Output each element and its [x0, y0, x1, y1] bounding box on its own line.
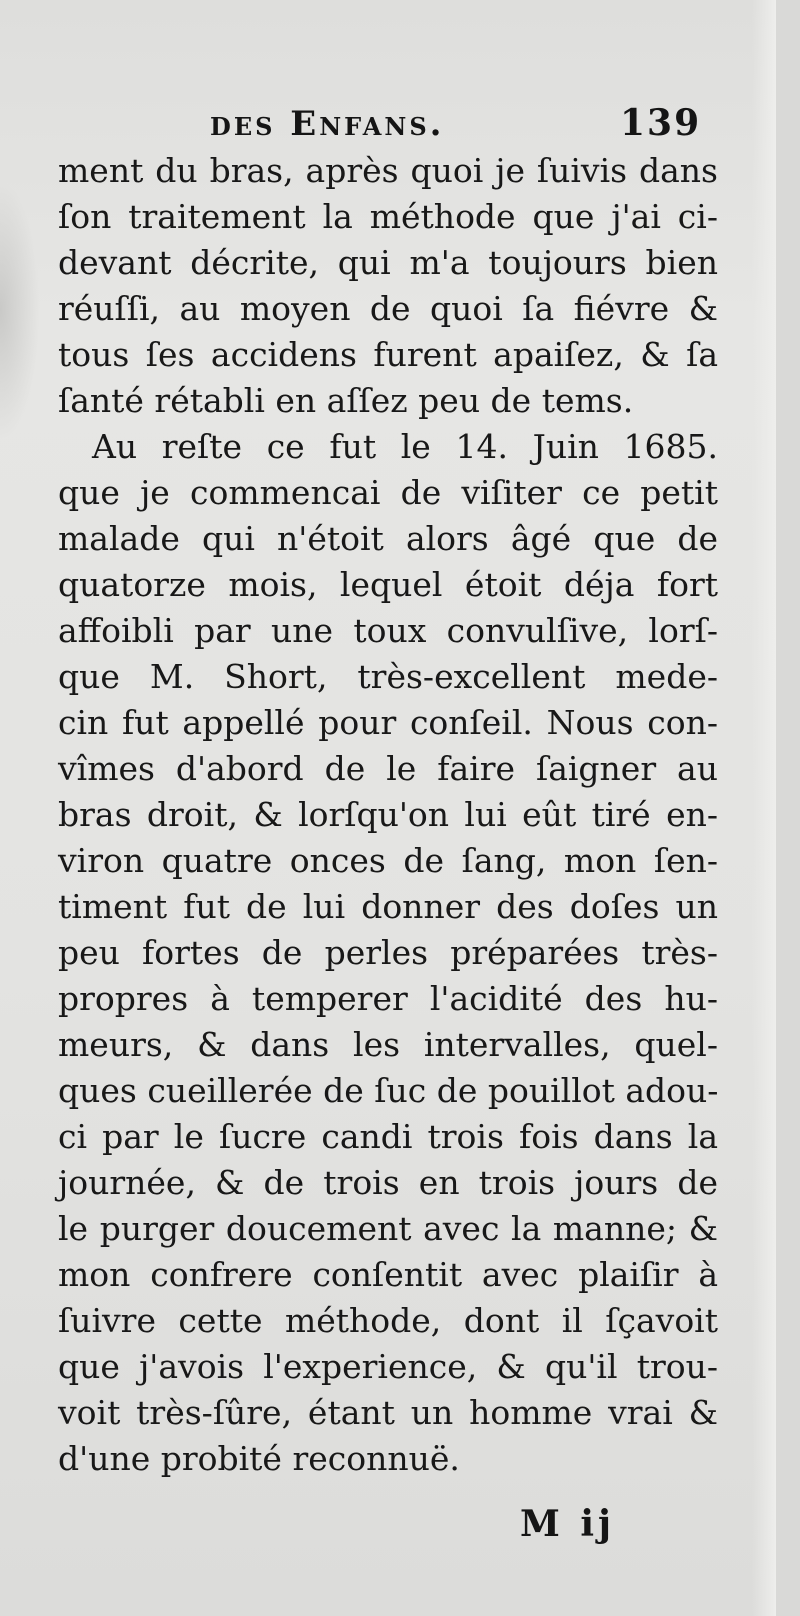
text-line: ment du bras, après quoi je ſuivis dans	[58, 151, 718, 190]
text-line: cin fut appellé pour conſeil. Nous con-	[58, 703, 718, 742]
paragraph-1	[58, 148, 718, 424]
text-line: que M. Short, très-excellent mede-	[58, 657, 718, 696]
text-line: peu fortes de perles préparées très-	[58, 933, 718, 972]
page-header	[0, 100, 776, 150]
text-line: Au reſte ce fut le 14. Juin 1685.	[92, 427, 718, 466]
paragraph-2	[58, 424, 718, 1482]
text-line: affoibli par une toux convulſive, lorſ-	[58, 611, 718, 650]
text-line: voit très-ſûre, étant un homme vrai &	[58, 1393, 718, 1432]
text-line: journée, & de trois en trois jours de	[58, 1163, 718, 1202]
text-line: mon confrere conſentit avec plaiſir à	[58, 1255, 718, 1294]
text-line: le purger doucement avec la manne; &	[58, 1209, 718, 1248]
body-text	[58, 148, 718, 1482]
text-line: que j'avois l'experience, & qu'il trou-	[58, 1347, 718, 1386]
paper-stain	[0, 180, 40, 440]
text-line: bras droit, & lorſqu'on lui eût tiré en-	[58, 795, 718, 834]
text-line: ci par le ſucre candi trois fois dans la	[58, 1117, 718, 1156]
text-line: ſanté rétabli en aſſez peu de tems.	[58, 381, 634, 420]
page-edge	[752, 0, 776, 1616]
text-line: timent fut de lui donner des doſes un	[58, 887, 718, 926]
page-number: 139	[620, 102, 702, 144]
text-line: tous ſes accidens furent apaiſez, & ſa	[58, 335, 718, 374]
text-line: que je commencai de viſiter ce petit	[58, 473, 718, 512]
running-head: des Enfans.	[210, 104, 445, 144]
text-line: viron quatre onces de ſang, mon ſen-	[58, 841, 718, 880]
text-line: quatorze mois, lequel étoit déja fort	[58, 565, 718, 604]
text-line: ques cueillerée de ſuc de pouillot adou-	[58, 1071, 719, 1110]
text-line: malade qui n'étoit alors âgé que de	[58, 519, 718, 558]
text-line: ſuivre cette méthode, dont il ſçavoit	[58, 1301, 718, 1340]
text-line: réuſſi, au moyen de quoi ſa fiévre &	[58, 289, 718, 328]
signature-mark: M ij	[520, 1503, 616, 1545]
text-line: meurs, & dans les intervalles, quel-	[58, 1025, 718, 1064]
text-line: ſon traitement la méthode que j'ai ci-	[58, 197, 718, 236]
text-line: propres à temperer l'acidité des hu-	[58, 979, 718, 1018]
text-line: d'une probité reconnuë.	[58, 1439, 460, 1478]
text-line: devant décrite, qui m'a toujours bien	[58, 243, 718, 282]
text-line: vîmes d'abord de le faire ſaigner au	[58, 749, 718, 788]
